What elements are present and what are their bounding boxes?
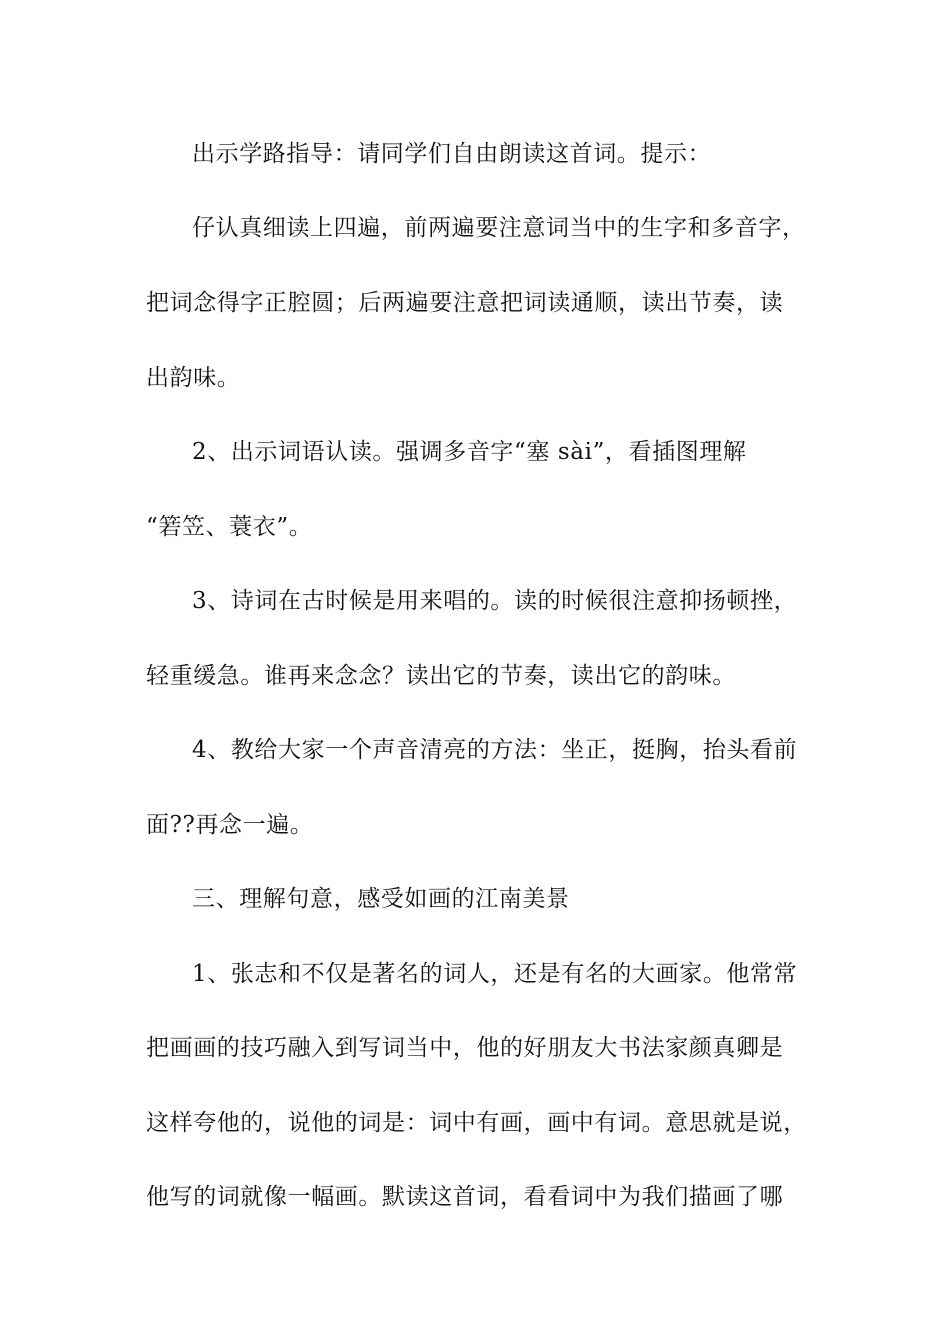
paragraph-line: 面??再念一遍。 [146, 812, 314, 838]
paragraph-line: 这样夸他的，说他的词是：词中有画，画中有词。意思就是说， [146, 1110, 807, 1136]
paragraph-line: 把词念得字正腔圆；后两遍要注意把词读通顺，读出节奏，读 [146, 290, 784, 316]
paragraph-line: “箬笠、蓑衣”。 [146, 514, 313, 540]
paragraph-line: 轻重缓急。谁再来念念？读出它的节奏，读出它的韵味。 [146, 663, 736, 689]
paragraph-line: 把画画的技巧融入到写词当中，他的好朋友大书法家颜真卿是 [146, 1035, 784, 1061]
paragraph-line: 2、出示词语认读。强调多音字“塞 sài”，看插图理解 [192, 439, 747, 465]
paragraph-line: 1、张志和不仅是著名的词人，还是有名的大画家。他常常 [192, 961, 798, 987]
section-heading: 三、理解句意，感受如画的江南美景 [192, 886, 570, 912]
paragraph-line: 他写的词就像一幅画。默读这首词，看看词中为我们描画了哪 [146, 1184, 784, 1210]
paragraph-line: 仔认真细读上四遍，前两遍要注意词当中的生字和多音字， [192, 215, 806, 241]
paragraph-line: 3、诗词在古时候是用来唱的。读的时候很注意抑扬顿挫， [192, 588, 798, 614]
paragraph-line: 出示学路指导：请同学们自由朗读这首词。提示： [192, 141, 712, 167]
paragraph-line: 出韵味。 [146, 365, 241, 391]
paragraph-line: 4、教给大家一个声音清亮的方法：坐正，挺胸，抬头看前 [192, 737, 798, 763]
